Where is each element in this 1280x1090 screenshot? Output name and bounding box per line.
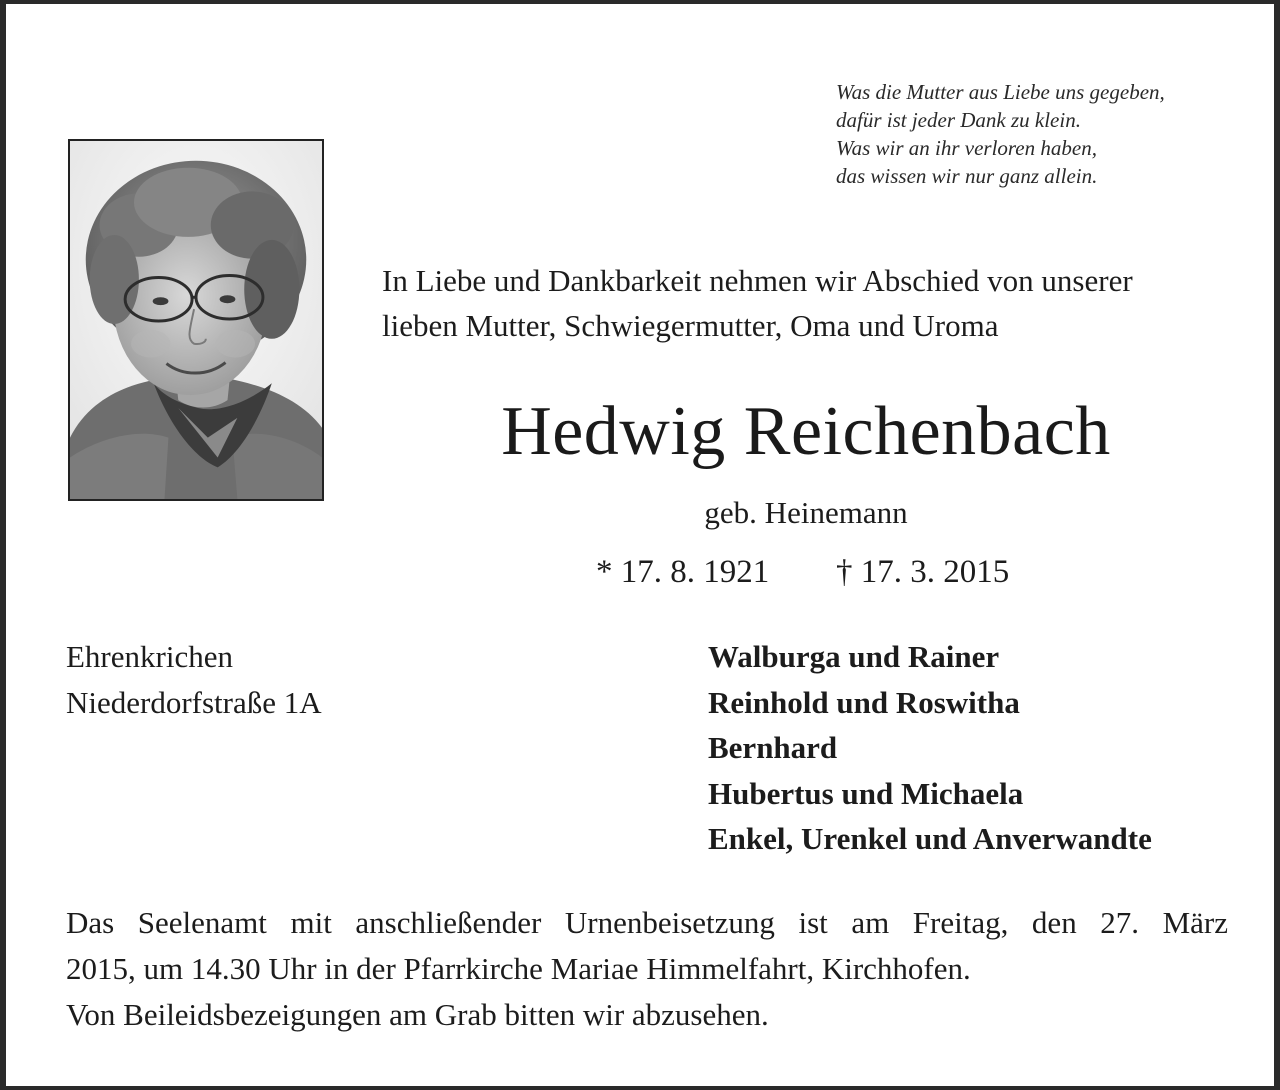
mourner-line: Bernhard [708, 730, 838, 765]
address-line: Ehrenkrichen [66, 639, 233, 674]
notice-line: 2015, um 14.30 Uhr in der Pfarrkirche Mariae Himmelfahrt, Kirchhofen. [66, 951, 971, 986]
portrait-illustration [70, 141, 322, 499]
maiden-name: geb. Heinemann [704, 495, 908, 530]
mourner-line: Enkel, Urenkel und Anverwandte [708, 821, 1152, 856]
intro-line: lieben Mutter, Schwiegermutter, Oma und Uroma [382, 308, 999, 343]
verse-line: Was die Mutter aus Liebe uns gegeben, [836, 80, 1165, 104]
intro-text [382, 258, 1262, 348]
mourner-line: Reinhold und Roswitha [708, 684, 1020, 720]
mourner-line: Walburga und Rainer [708, 639, 1000, 674]
intro-line: In Liebe und Dankbarkeit nehmen wir Abschied von unserer [382, 263, 1133, 298]
death-date: † 17. 3. 2015 [836, 554, 1010, 590]
address-line: Niederdorfstraße 1A [66, 685, 322, 720]
verse-line: Was wir an ihr verloren haben, [836, 136, 1097, 160]
verse-line: das wissen wir nur ganz allein. [836, 164, 1098, 188]
deceased-name: Hedwig Reichenbach [501, 393, 1111, 470]
mourner-line: Hubertus und Michaela [708, 775, 1024, 811]
address-block [66, 634, 526, 726]
mourners-list [708, 634, 1268, 862]
notice-line: Das Seelenamt mit anschließender Urnenbeisetzung ist am Freitag, den 27. März [66, 905, 1228, 940]
service-notice [66, 900, 1228, 1038]
birth-date: * 17. 8. 1921 [596, 554, 770, 590]
memorial-verse [836, 78, 1266, 190]
portrait-photo [68, 139, 324, 501]
notice-line: Von Beileidsbezeigungen am Grab bitten wir abzusehen. [66, 997, 769, 1032]
verse-line: dafür ist jeder Dank zu klein. [836, 108, 1081, 132]
